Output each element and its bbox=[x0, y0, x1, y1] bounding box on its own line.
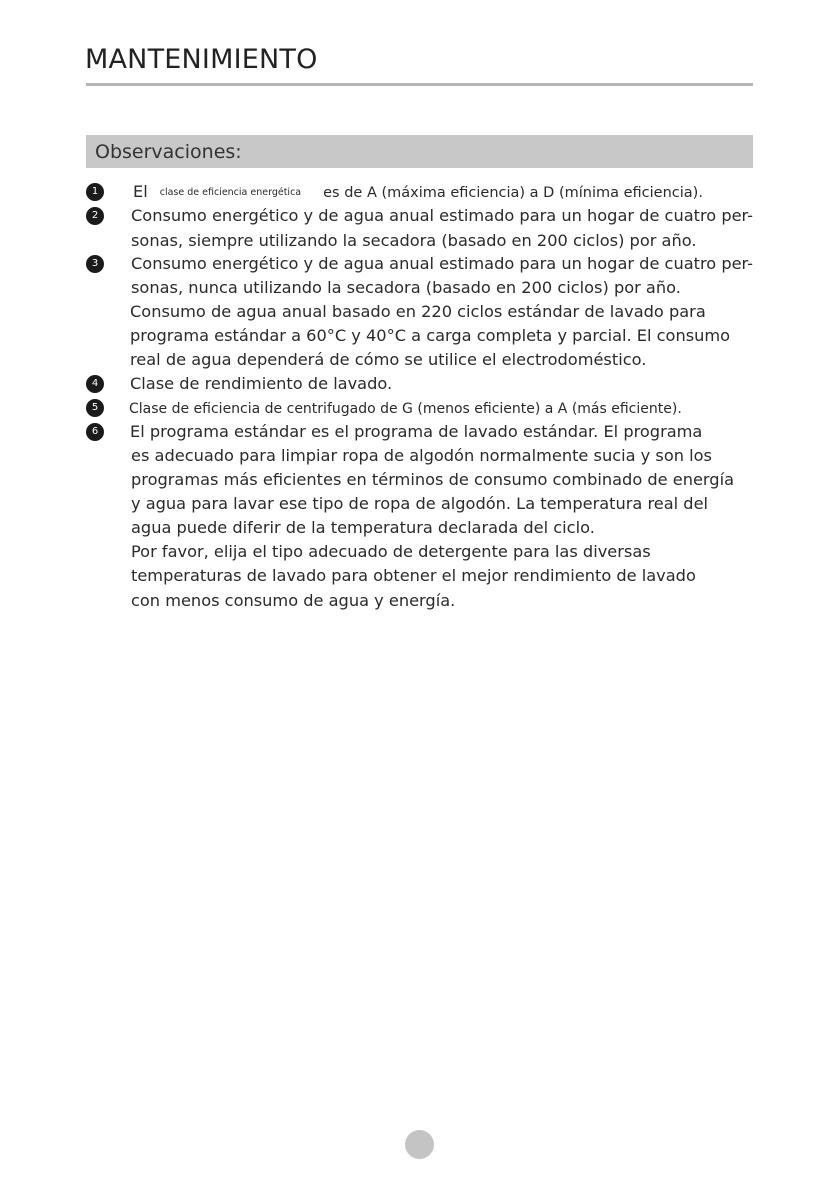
note-4-line-1: Clase de rendimiento de lavado. bbox=[130, 374, 393, 393]
note-1-line bbox=[133, 182, 703, 203]
note-3-line-2: sonas, nunca utilizando la secadora (basado en 200 ciclos) por año. bbox=[131, 278, 681, 297]
note-1-inline-term: clase de eficiencia energética bbox=[159, 187, 302, 198]
note-3-line-1: Consumo energético y de agua anual estimado para un hogar de cuatro per- bbox=[131, 254, 754, 273]
title-divider bbox=[86, 83, 753, 86]
section-banner bbox=[86, 135, 753, 168]
note-number-4: 4 bbox=[86, 375, 104, 393]
note-6-line-8: con menos consumo de agua y energía. bbox=[131, 591, 456, 610]
note-6-line-4: y agua para lavar ese tipo de ropa de algodón. La temperatura real del bbox=[131, 494, 709, 513]
note-3-line-4: programa estándar a 60°C y 40°C a carga completa y parcial. El consumo bbox=[130, 326, 731, 345]
note-6-line-3: programas más eficientes en términos de consumo combinado de energía bbox=[131, 470, 734, 489]
note-3-line-5: real de agua dependerá de cómo se utilice el electrodoméstico. bbox=[130, 350, 647, 369]
page-number-marker bbox=[405, 1130, 434, 1159]
note-1-lead: El bbox=[133, 182, 148, 201]
note-1-rest: es de A (máxima eficiencia) a D (mínima eficiencia). bbox=[323, 185, 703, 201]
note-6-line-5: agua puede diferir de la temperatura declarada del ciclo. bbox=[131, 518, 595, 537]
note-6-line-1: El programa estándar es el programa de lavado estándar. El programa bbox=[130, 422, 703, 441]
note-number-1: 1 bbox=[86, 183, 104, 201]
note-2-line-1: Consumo energético y de agua anual estimado para un hogar de cuatro per- bbox=[131, 206, 754, 225]
section-label: Observaciones: bbox=[95, 141, 242, 163]
note-3-line-3: Consumo de agua anual basado en 220 ciclos estándar de lavado para bbox=[130, 302, 706, 321]
note-6-line-6: Por favor, elija el tipo adecuado de detergente para las diversas bbox=[131, 542, 651, 561]
note-5-line-1: Clase de eficiencia de centrifugado de G (menos eficiente) a A (más eficiente). bbox=[129, 401, 682, 417]
note-number-6: 6 bbox=[86, 423, 104, 441]
note-6-line-7: temperaturas de lavado para obtener el mejor rendimiento de lavado bbox=[131, 566, 696, 585]
page-title: MANTENIMIENTO bbox=[85, 44, 318, 75]
note-number-5: 5 bbox=[86, 399, 104, 417]
note-6-line-2: es adecuado para limpiar ropa de algodón normalmente sucia y son los bbox=[131, 446, 712, 465]
note-number-3: 3 bbox=[86, 255, 104, 273]
note-number-2: 2 bbox=[86, 207, 104, 225]
note-2-line-2: sonas, siempre utilizando la secadora (basado en 200 ciclos) por año. bbox=[131, 231, 697, 250]
